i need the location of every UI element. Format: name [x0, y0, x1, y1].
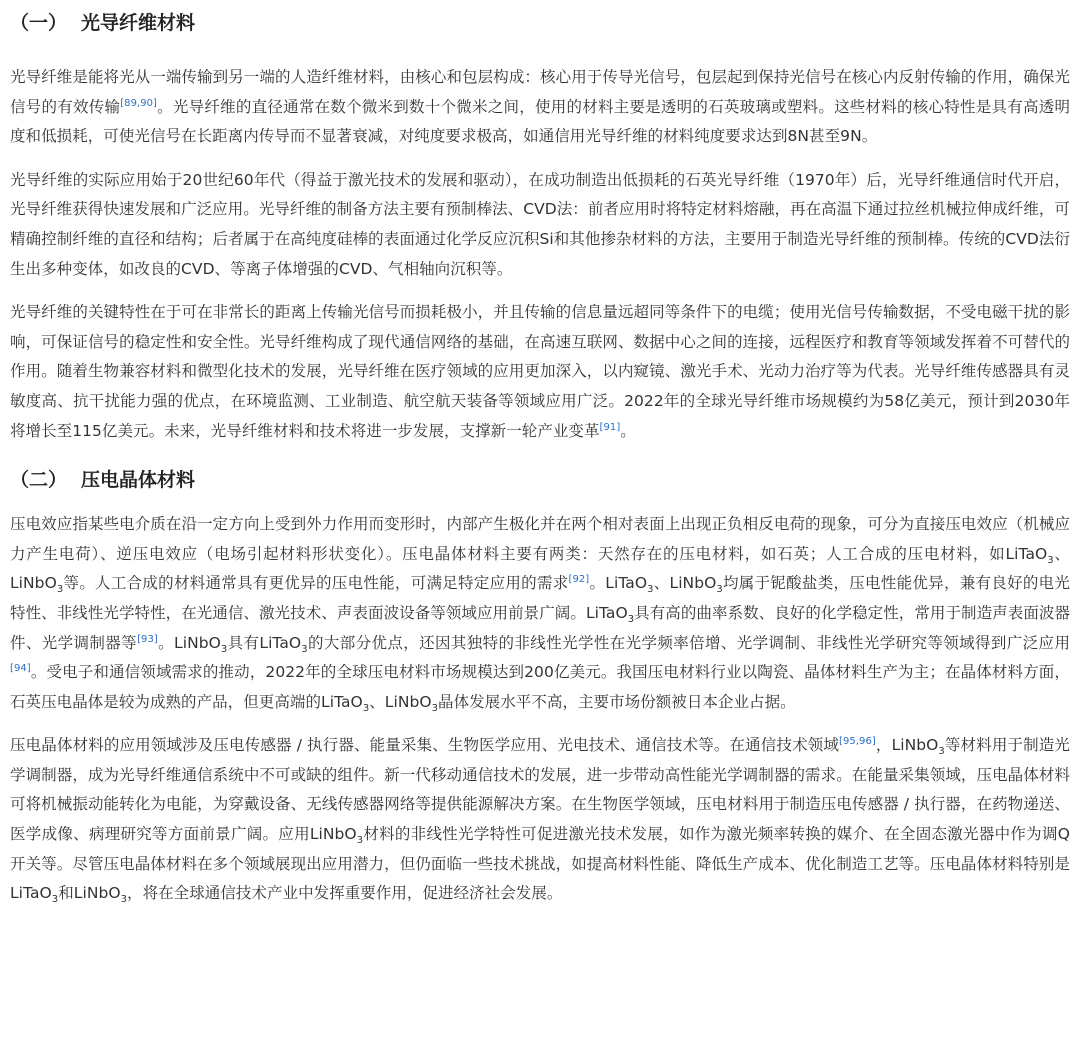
citation-link[interactable]: [95,96]	[839, 736, 876, 748]
text-run: 材料的非线性光学特性可促进激光技术发展，如作为激光频率转换的媒介、在全固态激光器中作为调Q开关等。尽管压电晶体材料在多个领域展现出应用潜力，但仍面临一些技术挑战，如提高材料性能、降低生产成本、优化制造工艺等。压电晶体材料特别是	[10, 825, 1070, 873]
text-run: 具有高的曲率系数、良好的化学稳定性，常用于制造声表面波器件、光学调制器等	[10, 603, 1070, 652]
formula-subscript: 3	[301, 643, 308, 655]
section-title: 压电晶体材料	[81, 469, 196, 492]
text-run: ，	[875, 736, 892, 755]
formula-subscript: 3	[647, 584, 654, 596]
formula-subscript: 3	[51, 894, 59, 906]
citation-link[interactable]: [93]	[137, 633, 158, 645]
text-run: 具有	[227, 633, 260, 652]
formula-base: LiTaO	[321, 692, 363, 711]
chemical-formula	[585, 603, 635, 625]
formula-base: LiNbO	[891, 736, 939, 755]
citation[interactable]	[839, 736, 876, 747]
chemical-formula	[10, 574, 64, 596]
formula-subscript: 3	[716, 584, 723, 596]
formula-subscript: 3	[120, 894, 128, 906]
text-run: 的大部分优点，还因其独特的非线性光学性在光学频率倍增、光学调制、非线性光学研究等领域得到广泛应用	[307, 633, 1070, 652]
chemical-formula	[891, 736, 945, 758]
section-heading-piezoelectric-crystal	[10, 468, 1070, 502]
citation[interactable]	[120, 97, 157, 108]
chemical-formula	[605, 574, 654, 596]
text-run: 等材料用于制造光学调制器，成为光导纤维通信系统中不可或缺的组件。新一代移动通信技术的发展，进一步带动高性能光学调制器的需求。在能量采集领域，压电晶体材料可将机械振动能转化为电能，为穿戴设备、无线传感器网络等提供能源解决方案。在生物医学领域，压电材料用于制造压电传感器 / 执行器，在药物递送、医学成像、病理研究等方面前景广阔。应用	[10, 736, 1070, 844]
text-run: 晶体发展水平不高，主要市场份额被日本企业占据。	[438, 692, 796, 711]
formula-base: LiNbO	[669, 574, 717, 593]
chemical-formula	[259, 633, 308, 655]
paragraph	[10, 63, 1070, 152]
formula-base: LiNbO	[10, 574, 57, 593]
chemical-formula	[174, 633, 228, 655]
chemical-formula	[1005, 544, 1054, 566]
formula-base: LiNbO	[309, 825, 357, 844]
text-run: 、	[653, 574, 670, 593]
section-number: （一）	[10, 12, 68, 34]
citation-link[interactable]: [89,90]	[120, 97, 157, 109]
text-run: 和	[58, 884, 74, 903]
formula-base: LiTaO	[605, 574, 648, 593]
text-run: 等。人工合成的材料通常具有更优异的压电性能，可满足特定应用的需求	[63, 574, 569, 593]
text-run: 光导纤维的关键特性在于可在非常长的距离上传输光信号而损耗极小，并且传输的信息量远超同等条件下的电缆；使用光信号传输数据，不受电磁干扰的影响，可保证信号的稳定性和安全性。光导纤维构成了现代通信网络的基础，在高速互联网、数据中心之间的连接，远程医疗和教育等领域发挥着不可替代的作用。随着生物兼容材料和微型化技术的发展，光导纤维在医疗领域的应用更加深入，以内窥镜、激光手术、光动力治疗等为代表。光导纤维传感器具有灵敏度高、抗干扰能力强的优点，在环境监测、工业制造、航空航天装备等领域应用广泛。2022年的全球光导纤维市场规模约为58亿美元，预计到2030年将增长至115亿美元。未来，光导纤维材料和技术将进一步发展，支撑新一轮产业变革	[10, 303, 1070, 440]
formula-base: LiTaO	[585, 603, 628, 622]
formula-base: LiTaO	[1005, 544, 1048, 563]
text-run: 、	[369, 692, 385, 711]
section-heading-optical-fiber	[10, 0, 1070, 53]
paragraph: 光导纤维的实际应用始于20世纪60年代（得益于激光技术的发展和驱动），在成功制造出低损耗的石英光导纤维（1970年）后，光导纤维通信时代开启，光导纤维获得快速发展和广泛应用。光导纤维的制备方法主要有预制棒法、CVD法：前者应用时将特定材料熔融，再在高温下通过拉丝机械拉伸成纤维，可精确控制纤维的直径和结构；后者属于在高纯度硅棒的表面通过化学反应沉积Si和其他掺杂材料的方法，主要用于制造光导纤维的预制棒。传统的CVD法衍生出多种变体，如改良的CVD、等离子体增强的CVD、气相轴向沉积等。	[10, 170, 1070, 278]
citation[interactable]	[600, 421, 621, 432]
text-run: 光导纤维是能将光从一端传输到另一端的人造纤维材料，由核心和包层构成：核心用于传导光信号，包层起到保持光信号在核心内反射传输的作用，确保光信号的有效传输	[10, 68, 1070, 116]
text-run: 。光导纤维的直径通常在数个微米到数十个微米之间，使用的材料主要是透明的石英玻璃或塑料。这些材料的核心特性是具有高透明度和低损耗，可使光信号在长距离内传导而不显著衰减，对纯度要求极高，如通信用光导纤维的材料纯度要求达到8N甚至9N。	[10, 97, 1071, 146]
text-run: 压电效应指某些电介质在沿一定方向上受到外力作用而变形时，内部产生极化并在两个相对表面上出现正负相反电荷的现象，可分为直接压电效应（机械应力产生电荷）、逆压电效应（电场引起材料形状变化）。压电晶体材料主要有两类：天然存在的压电材料，如石英；人工合成的压电材料，如	[10, 515, 1070, 563]
formula-subscript: 3	[1047, 554, 1054, 566]
formula-subscript: 3	[56, 584, 64, 596]
text-run: 、	[1053, 544, 1070, 563]
chemical-formula	[10, 884, 59, 906]
paragraph	[10, 510, 1070, 717]
formula-subscript: 3	[356, 835, 364, 847]
text-run: 。	[157, 633, 175, 652]
formula-base: LiTaO	[259, 633, 302, 652]
citation[interactable]	[569, 574, 590, 585]
citation[interactable]	[10, 663, 31, 674]
chemical-formula	[321, 692, 370, 714]
formula-subscript: 3	[220, 643, 228, 655]
section-number: （二）	[10, 469, 68, 492]
citation-link[interactable]: [92]	[568, 574, 590, 586]
formula-base: LiNbO	[384, 692, 432, 711]
citation-link[interactable]: [91]	[599, 421, 621, 433]
chemical-formula	[669, 574, 723, 596]
formula-subscript: 3	[938, 746, 945, 758]
text-run: 。受电子和通信领域需求的推动，2022年的全球压电材料市场规模达到200亿美元。我国压电材料行业以陶瓷、晶体材料生产为主；在晶体材料方面，石英压电晶体是较为成熟的产品，但更高端的	[10, 663, 1070, 711]
formula-subscript: 3	[431, 702, 439, 714]
chemical-formula	[384, 692, 439, 714]
text-run: 。	[620, 421, 636, 440]
formula-subscript: 3	[627, 614, 635, 625]
formula-base: LiTaO	[10, 884, 52, 903]
formula-base: LiNbO	[73, 884, 121, 903]
citation[interactable]	[137, 633, 158, 644]
formula-base: LiNbO	[174, 633, 221, 652]
chemical-formula	[73, 884, 128, 906]
section-title: 光导纤维材料	[81, 12, 196, 34]
citation-link[interactable]: [94]	[10, 662, 31, 674]
text-run: 。	[589, 574, 606, 593]
text-run: ，将在全球通信技术产业中发挥重要作用，促进经济社会发展。	[127, 884, 563, 903]
paragraph	[10, 731, 1070, 909]
chemical-formula	[309, 825, 364, 847]
paragraph	[10, 298, 1070, 446]
text-run: 均属于铌酸盐类，压电性能优异，兼有良好的电光特性、非线性光学特性，在光通信、激光技术、声表面波设备等领域应用前景广阔。	[10, 574, 1070, 622]
formula-subscript: 3	[362, 702, 370, 714]
text-run: 压电晶体材料的应用领域涉及压电传感器 / 执行器、能量采集、生物医学应用、光电技术、通信技术等。在通信技术领域	[10, 736, 840, 755]
